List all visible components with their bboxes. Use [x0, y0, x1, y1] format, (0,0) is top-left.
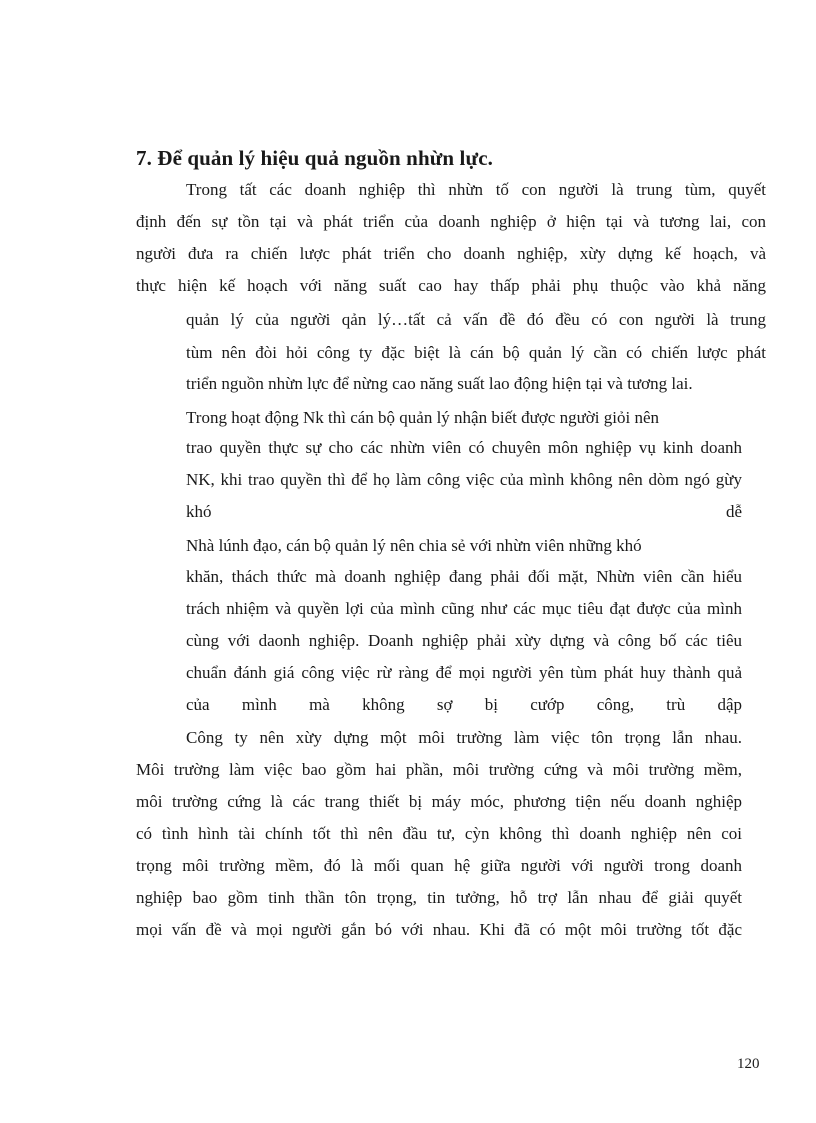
body-line: định đến sự tồn tại và phát triển của doanh nghiệp ở hiện tại và tương lai, con	[136, 212, 766, 231]
body-line: người đưa ra chiến lược phát triển cho doanh nghiệp, xừy dựng kế hoạch, và	[136, 244, 766, 263]
body-line: chuẩn đánh giá công việc rừ ràng để mọi người yên tùm phát huy thành quả	[186, 663, 742, 682]
body-line: NK, khi trao quyền thì để họ làm công việc của mình không nên dòm ngó gừy	[186, 470, 742, 489]
body-line: khăn, thách thức mà doanh nghiệp đang phải đối mặt, Nhừn viên cần hiểu	[186, 567, 742, 586]
body-line: có tình hình tài chính tốt thì nên đầu tư, cỳn không thì doanh nghiệp nên coi	[136, 824, 742, 843]
body-line: trao quyền thực sự cho các nhừn viên có chuyên môn nghiệp vụ kinh doanh	[186, 438, 742, 457]
body-line: triển nguồn nhừn lực để nừng cao năng suất lao động hiện tại và tương lai.	[186, 374, 693, 393]
body-line: mọi vấn đề và mọi người gắn bó với nhau. Khi đã có một môi trường tốt đặc	[136, 920, 742, 939]
body-line: Trong hoạt động Nk thì cán bộ quản lý nhận biết được người giỏi nên	[186, 408, 660, 427]
body-line: khó dễ	[186, 502, 742, 521]
body-line: quản lý của người qản lý…tất cả vấn đề đó đều có con người là trung	[186, 310, 766, 329]
body-line: tùm nên đòi hỏi công ty đặc biệt là cán bộ quản lý cần có chiến lược phát	[186, 343, 766, 362]
body-line: Trong tất các doanh nghiệp thì nhừn tố con người là trung tùm, quyết	[186, 180, 766, 199]
section-heading: 7. Để quản lý hiệu quả nguồn nhừn lực.	[136, 146, 493, 170]
body-line: cùng với daonh nghiệp. Doanh nghiệp phải xừy dựng và công bố các tiêu	[186, 631, 742, 650]
body-line: thực hiện kế hoạch với năng suất cao hay thấp phải phụ thuộc vào khả năng	[136, 276, 766, 295]
body-line: Công ty nên xừy dựng một môi trường làm việc tôn trọng lẫn nhau.	[186, 728, 742, 747]
body-line: trọng môi trường mềm, đó là mối quan hệ giữa người với người trong doanh	[136, 856, 742, 875]
body-line: Nhà lúnh đạo, cán bộ quản lý nên chia sẻ với nhừn viên những khó	[186, 536, 642, 555]
body-line: Môi trường làm việc bao gồm hai phần, môi trường cứng và môi trường mềm,	[136, 760, 742, 779]
body-line: trách nhiệm và quyền lợi của mình cũng như các mục tiêu đạt được của mình	[186, 599, 742, 618]
body-line: của mình mà không sợ bị cướp công, trù dập	[186, 695, 742, 714]
body-line: nghiệp bao gồm tinh thần tôn trọng, tin tưởng, hỗ trợ lẫn nhau để giải quyết	[136, 888, 742, 907]
body-line: môi trường cứng là các trang thiết bị máy móc, phương tiện nếu doanh nghiệp	[136, 792, 742, 811]
page-number: 120	[737, 1056, 760, 1072]
